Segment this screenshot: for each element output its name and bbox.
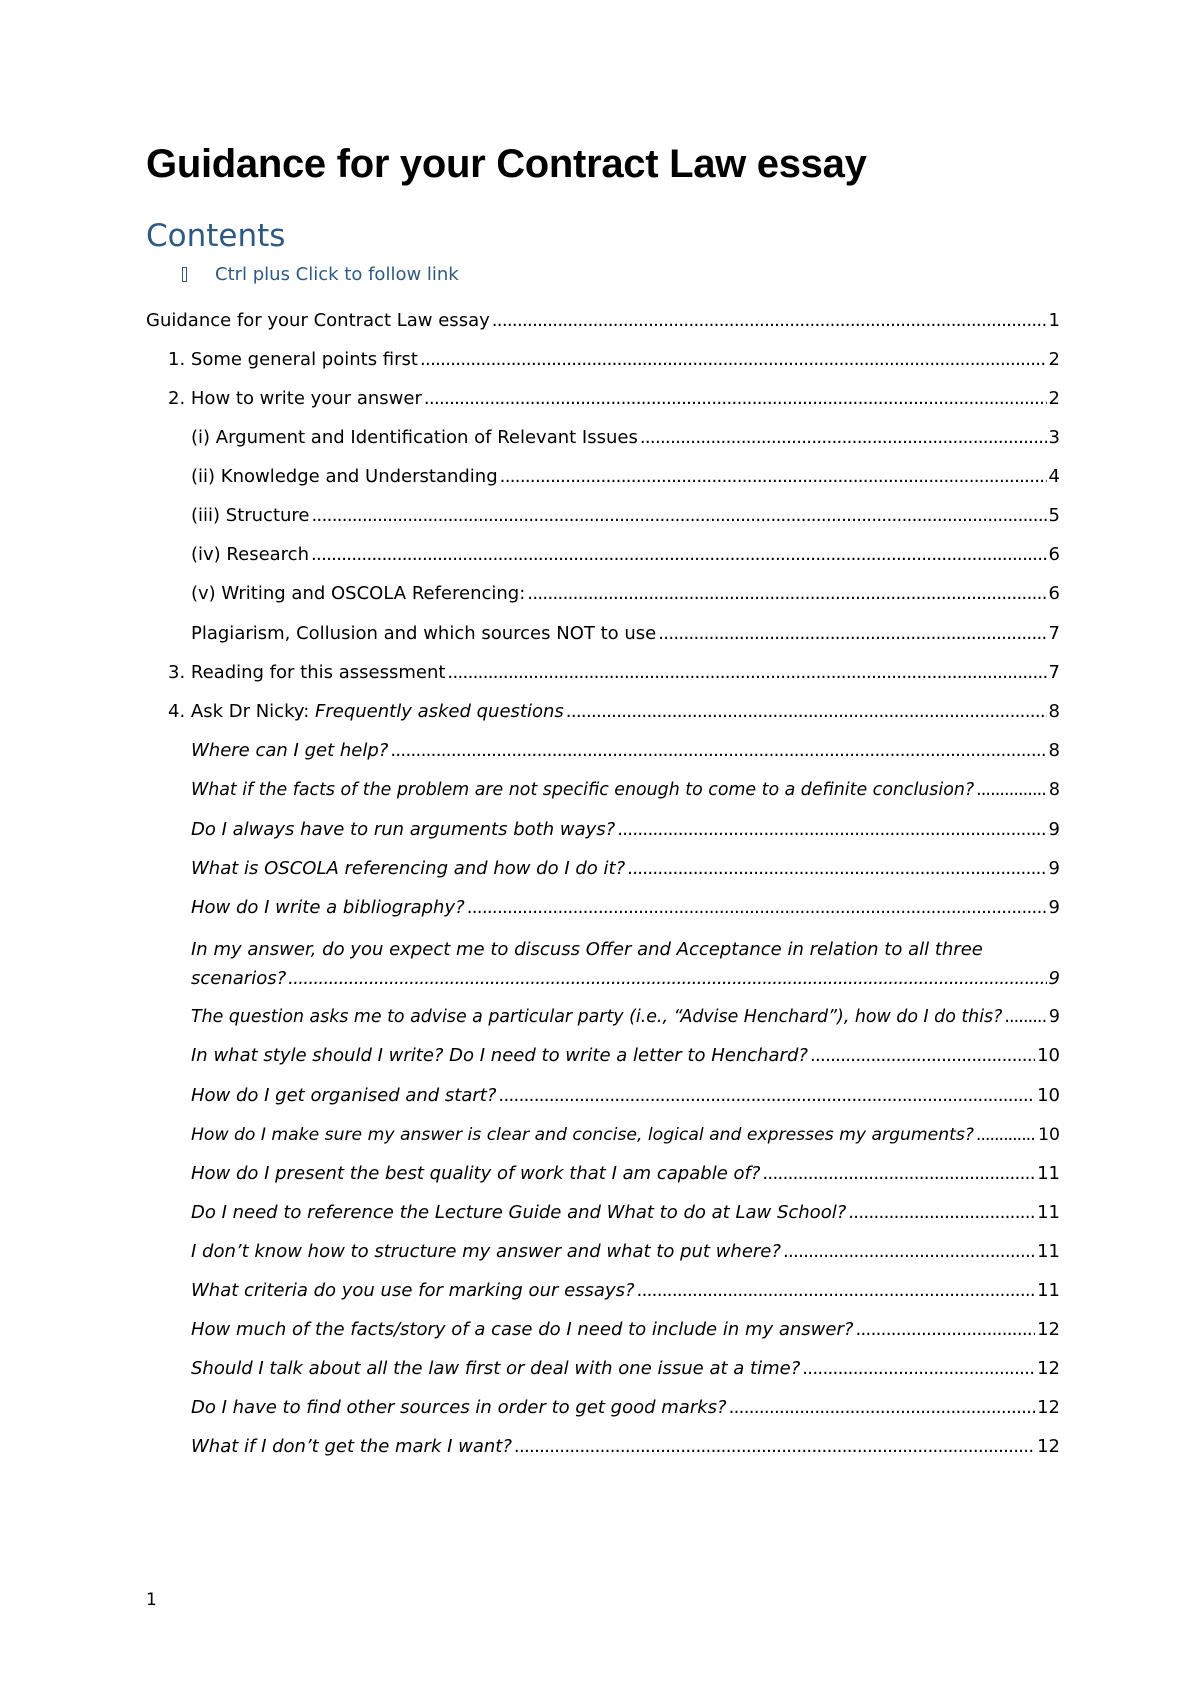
toc-entry[interactable]: What if the facts of the problem are not specific enough to come to a definite conclusion? . . . 8 (191, 777, 1060, 803)
toc-entry[interactable]: How do I make sure my answer is clear and concise, logical and expresses my arguments? . . . 10 (191, 1122, 1060, 1148)
footer-page-number: 1 (146, 1590, 157, 1610)
toc-tip (182, 264, 459, 285)
toc-entry[interactable]: Where can I get help? . . . 8 (191, 738, 1060, 764)
toc-entry[interactable]: The question asks me to advise a particular party (i.e., “Advise Henchard”), how do I do this? . . . 9 (191, 1004, 1060, 1030)
document-title: Guidance for your Contract Law essay (146, 142, 867, 186)
toc-entry[interactable]: Plagiarism, Collusion and which sources NOT to use . . . 7 (191, 621, 1060, 647)
toc-entry[interactable]: What criteria do you use for marking our essays? . . . 11 (191, 1278, 1060, 1304)
toc-entry[interactable]: Do I have to find other sources in order to get good marks? . . . 12 (191, 1395, 1060, 1421)
toc-entry[interactable]: (iv) Research . . . 6 (191, 542, 1060, 568)
toc-entry[interactable]: What if I don’t get the mark I want? . . . 12 (191, 1434, 1060, 1460)
toc-entry[interactable]: 4. Ask Dr Nicky: Frequently asked questions . . . 8 (168, 699, 1060, 725)
toc-entry[interactable]: Do I always have to run arguments both ways? . . . 9 (191, 817, 1060, 843)
toc-entry[interactable]: Should I talk about all the law first or deal with one issue at a time? . . . 12 (191, 1356, 1060, 1382)
toc-entry[interactable]: (iii) Structure . . . 5 (191, 503, 1060, 529)
toc-entry[interactable]: I don’t know how to structure my answer and what to put where? . . . 11 (191, 1239, 1060, 1265)
toc-entry[interactable]: Do I need to reference the Lecture Guide and What to do at Law School? . . . 11 (191, 1200, 1060, 1226)
toc-entry[interactable]: 3. Reading for this assessment . . . 7 (168, 660, 1060, 686)
toc-tip-text: Ctrl plus Click to follow link (215, 264, 459, 285)
toc-entry[interactable]: How much of the facts/story of a case do I need to include in my answer? . . . 12 (191, 1317, 1060, 1343)
contents-heading: Contents (146, 218, 286, 254)
toc-entry[interactable]: (ii) Knowledge and Understanding . . . 4 (191, 464, 1060, 490)
toc-entry[interactable]: In my answer, do you expect me to discuss Offer and Acceptance in relation to all three scenarios? . . . 9 (191, 935, 1060, 993)
toc-entry[interactable]: (v) Writing and OSCOLA Referencing: . . . 6 (191, 581, 1060, 607)
toc-entry[interactable]: (i) Argument and Identification of Relevant Issues . . . 3 (191, 425, 1060, 451)
toc-entry[interactable]: How do I get organised and start? . . . 10 (191, 1083, 1060, 1109)
toc-entry[interactable]: 2. How to write your answer . . . 2 (168, 386, 1060, 412)
toc-entry[interactable]: 1. Some general points first . . . 2 (168, 347, 1060, 373)
toc-entry[interactable]: What is OSCOLA referencing and how do I do it? . . . 9 (191, 856, 1060, 882)
square-bullet-icon (182, 267, 187, 282)
toc-entry[interactable]: How do I present the best quality of work that I am capable of? . . . 11 (191, 1161, 1060, 1187)
toc-entry[interactable]: Guidance for your Contract Law essay . . . 1 (146, 308, 1060, 334)
toc-entry[interactable]: In what style should I write? Do I need to write a letter to Henchard? . . . 10 (191, 1043, 1060, 1069)
toc-entry[interactable]: How do I write a bibliography? . . . 9 (191, 895, 1060, 921)
